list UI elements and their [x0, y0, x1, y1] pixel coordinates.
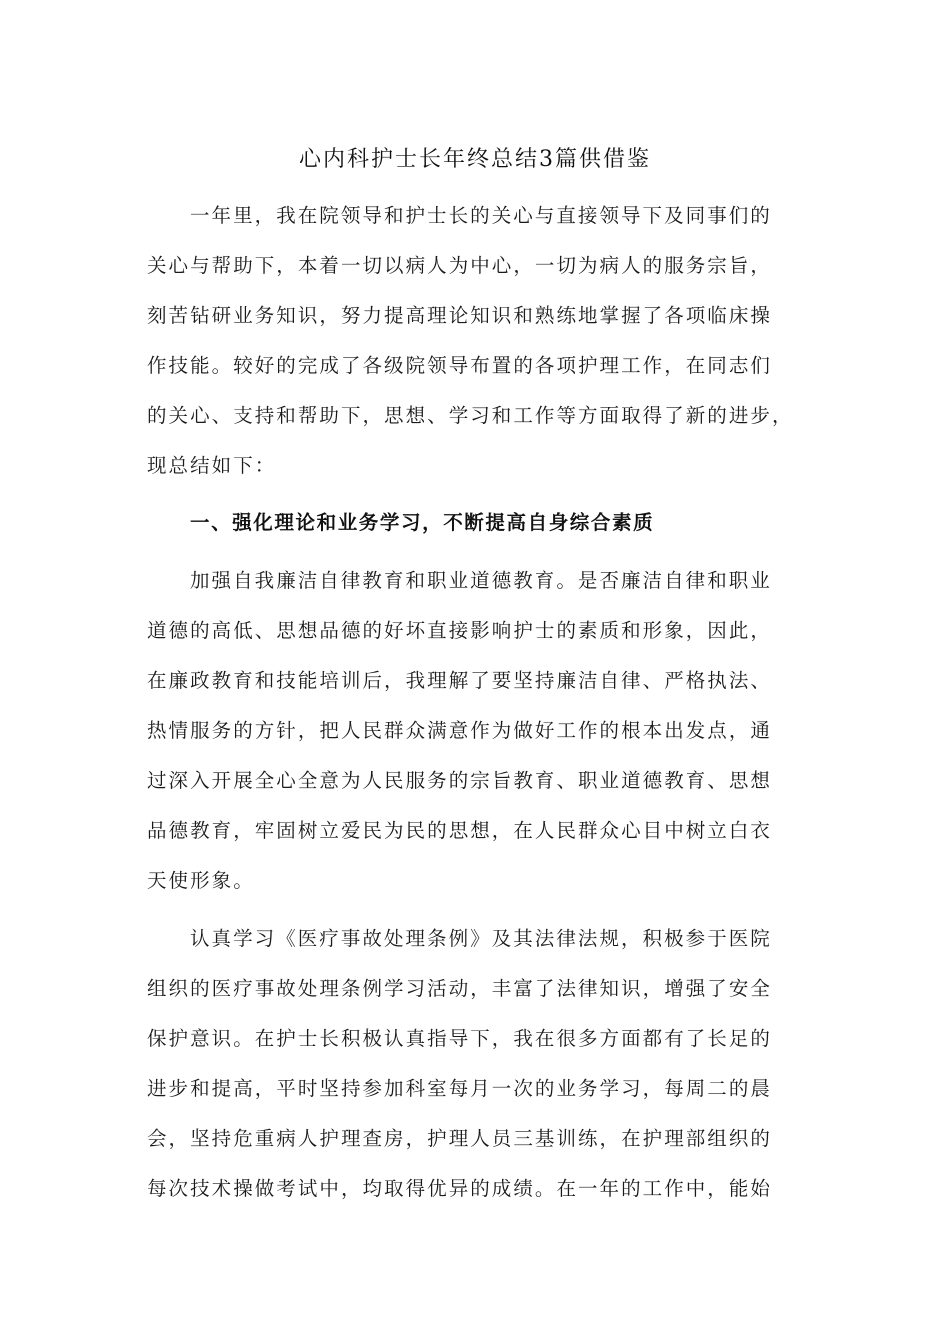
- paragraph-line: 每次技术操做考试中，均取得优异的成绩。在一年的工作中，能始: [147, 1177, 772, 1200]
- paragraph-line: 现总结如下：: [147, 454, 277, 477]
- paragraph-line: 品德教育，牢固树立爱民为民的思想，在人民群众心目中树立白衣: [147, 819, 772, 842]
- paragraph-line: 一年里，我在院领导和护士长的关心与直接领导下及同事们的: [190, 204, 772, 227]
- paragraph-line: 天使形象。: [147, 869, 255, 892]
- paragraph-line: 的关心、支持和帮助下，思想、学习和工作等方面取得了新的进步，: [147, 404, 794, 427]
- paragraph-line: 加强自我廉洁自律教育和职业道德教育。是否廉洁自律和职业: [190, 569, 772, 592]
- paragraph-line: 过深入开展全心全意为人民服务的宗旨教育、职业道德教育、思想: [147, 769, 772, 792]
- paragraph-line: 保护意识。在护士长积极认真指导下，我在很多方面都有了长足的: [147, 1027, 772, 1050]
- paragraph-line: 道德的高低、思想品德的好坏直接影响护士的素质和形象，因此，: [147, 619, 772, 642]
- paragraph-line: 在廉政教育和技能培训后，我理解了要坚持廉洁自律、严格执法、: [147, 669, 772, 692]
- paragraph-line: 进步和提高，平时坚持参加科室每月一次的业务学习，每周二的晨: [147, 1077, 772, 1100]
- paragraph-line: 关心与帮助下，本着一切以病人为中心，一切为病人的服务宗旨，: [147, 254, 772, 277]
- paragraph-line: 热情服务的方针，把人民群众满意作为做好工作的根本出发点，通: [147, 719, 772, 742]
- paragraph-line: 组织的医疗事故处理条例学习活动，丰富了法律知识，增强了安全: [147, 977, 772, 1000]
- paragraph-line: 认真学习《医疗事故处理条例》及其法律法规，积极参于医院: [190, 927, 772, 950]
- document-title: 心内科护士长年终总结3篇供借鉴: [299, 147, 651, 172]
- paragraph-line: 刻苦钻研业务知识，努力提高理论知识和熟练地掌握了各项临床操: [147, 304, 772, 327]
- section-heading: 一、强化理论和业务学习，不断提高自身综合素质: [190, 511, 655, 534]
- paragraph-line: 作技能。较好的完成了各级院领导布置的各项护理工作，在同志们: [147, 354, 772, 377]
- paragraph-line: 会，坚持危重病人护理查房，护理人员三基训练，在护理部组织的: [147, 1127, 772, 1150]
